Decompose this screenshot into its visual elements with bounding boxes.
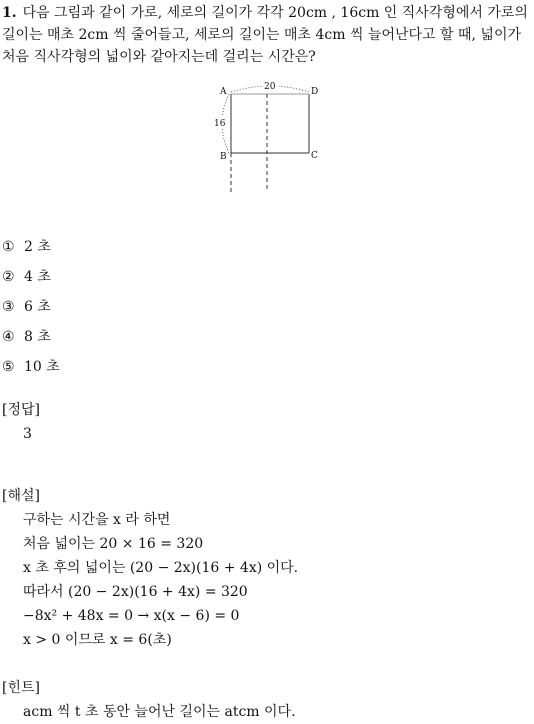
option-number: ③ (2, 299, 15, 315)
vertex-b-label: B (220, 152, 227, 162)
top-length-label: 20 (264, 82, 276, 92)
option-4[interactable] (2, 326, 60, 356)
vertex-d-label: D (311, 87, 319, 97)
answer-section (2, 398, 40, 446)
option-number: ④ (2, 329, 15, 345)
rectangle-figure (210, 80, 330, 198)
option-text: 8 초 (24, 329, 51, 345)
option-text: 2 초 (24, 239, 51, 255)
option-1[interactable] (2, 236, 60, 266)
question (2, 2, 532, 68)
rectangle-diagram (210, 80, 330, 198)
option-5[interactable] (2, 356, 60, 386)
solution-line: 따라서 (20 − 2x)(16 + 4x) = 320 (23, 584, 248, 600)
option-number: ⑤ (2, 359, 15, 375)
solution-title: [해설] (2, 488, 40, 504)
solution-line: x > 0 이므로 x = 6(초) (23, 632, 172, 648)
solution-line: 구하는 시간을 x 라 하면 (23, 512, 171, 528)
option-text: 10 초 (24, 359, 60, 375)
solution-line: x 초 후의 넓이는 (20 − 2x)(16 + 4x) 이다. (23, 560, 299, 576)
option-3[interactable] (2, 296, 60, 326)
solution-body (23, 508, 298, 652)
vertex-c-label: C (311, 151, 318, 161)
hint-title: [힌트] (2, 680, 40, 696)
option-number: ② (2, 269, 15, 285)
side-length-label: 16 (214, 119, 226, 129)
hint-section (2, 676, 296, 724)
answer-value: 3 (23, 426, 32, 442)
option-number: ① (2, 239, 15, 255)
option-text: 6 초 (24, 299, 51, 315)
answer-title: [정답] (2, 402, 40, 418)
solution-section (2, 484, 298, 652)
option-2[interactable] (2, 266, 60, 296)
answer-options (2, 236, 60, 386)
option-text: 4 초 (24, 269, 51, 285)
solution-line: −8x² + 48x = 0 → x(x − 6) = 0 (23, 608, 240, 624)
vertex-a-label: A (220, 87, 227, 97)
hint-text: acm 씩 t 초 동안 늘어난 길이는 atcm 이다. (23, 704, 296, 720)
solution-line: 처음 넓이는 20 × 16 = 320 (23, 536, 204, 552)
question-number: 1. (2, 5, 17, 21)
question-text: 다음 그림과 같이 가로, 세로의 길이가 각각 20cm , 16cm 인 직사각형에서 가로의 길이는 매초 2cm 씩 줄어들고, 세로의 길이는 매초 4cm 씩 늘어난다고 할 때, 넓이가 처음 직사각형의 넓이와 같아지는데 걸리는 시간은? (2, 5, 528, 65)
